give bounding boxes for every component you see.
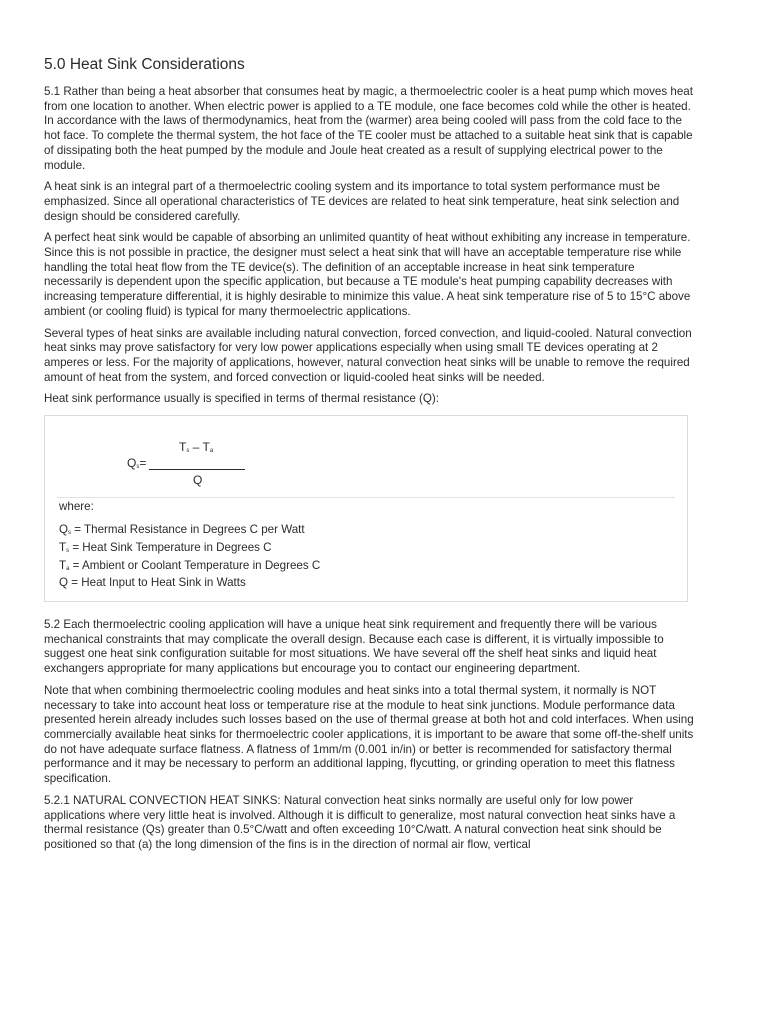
paragraph-5-2-1: 5.2.1 NATURAL CONVECTION HEAT SINKS: Natural convection heat sinks normally are useful only for low power applications where very little heat is involved. Although it is difficult to generalize, most natural convection heat sinks have a thermal resistance (Qs) greater than 0.5°C/watt and often exceeding 10°C/watt. A natural convection heat sink should be positioned so that (a) the long dimension of the fins is in the direction of normal air flow, vertical: [44, 793, 676, 851]
formula-definitions: [59, 523, 320, 591]
paragraph-5-1: 5.1 Rather than being a heat absorber that consumes heat by magic, a thermoelectric cooler is a heat pump which moves heat from one location to another. When electric power is applied to a TE module, one face becomes cold while the other is heated. In accordance with the laws of thermodynamics, heat from the (warmer) area being cooled will pass from the cold face to the hot face. To complete the thermal system, the hot face of the TE cooler must be attached to a suitable heat sink that is capable of dissipating both the heat pumped by the module and Joule heat created as a result of supplying electrical power to the module.: [44, 85, 693, 172]
definition-heat-input: Q = Heat Input to Heat Sink in Watts: [59, 576, 246, 590]
definition-thermal-resistance: $Q_s$ = Thermal Resistance in Degrees C per Watt: [59, 523, 305, 537]
fraction-bar: [149, 469, 245, 470]
definition-ambient-temp: $T_a$ = Ambient or Coolant Temperature in Degrees C: [59, 558, 321, 572]
paragraph-heat-sink-types: Several types of heat sinks are available including natural convection, forced convection, and liquid-cooled. Natural convection heat sinks may prove satisfactory for very low power applications especially when using small TE devices operating at 2 amperes or less. For the majority of applications, however, natural convection heat sinks will be unable to remove the required amount of heat from the system, and forced convection or liquid-cooled heat sinks will be needed.: [44, 326, 692, 384]
paragraph-heat-sink-importance: A heat sink is an integral part of a thermoelectric cooling system and its importance to total system performance must be emphasized. Since all operational characteristics of TE devices are related to heat sink temperature, heat sink selection and design should be considered carefully.: [44, 180, 680, 223]
formula-denominator: Q: [193, 473, 203, 488]
formula-numerator: $T_s - T_a$: [179, 440, 214, 455]
formula-box: [44, 415, 688, 602]
document: [44, 56, 694, 860]
where-label: where:: [59, 500, 94, 514]
definition-heat-sink-temp: $T_s$ = Heat Sink Temperature in Degrees C: [59, 540, 272, 554]
paragraph-perfect-heat-sink: A perfect heat sink would be capable of absorbing an unlimited quantity of heat without exhibiting any increase in temperature. Since this is not possible in practice, the designer must select a heat sink that will have an acceptable temperature rise while handling the total heat flow from the TE device(s). The definition of an acceptable increase in heat sink temperature necessarily is dependent upon the specific application, but because a TE module's heat pumping capability decreases with increasing temperature differential, it is highly desirable to minimize this value. A heat sink temperature rise of 5 to 15°C above ambient (or cooling fluid) is typical for many thermoelectric applications.: [44, 231, 691, 318]
formula-divider: [57, 497, 675, 498]
section-heading: 5.0 Heat Sink Considerations: [44, 56, 245, 73]
paragraph-5-2: 5.2 Each thermoelectric cooling application will have a unique heat sink requirement and frequently there will be various mechanical constraints that may complicate the overall design. Because each case is different, it is virtually impossible to suggest one heat sink configuration suitable for most situations. We have several off the shelf heat sinks and liquid heat exchangers appropriate for many applications but encourage you to contact our engineering department.: [44, 618, 664, 676]
formula-lhs: $Q_s=$: [127, 456, 147, 471]
paragraph-note-junctions: Note that when combining thermoelectric cooling modules and heat sinks into a total thermal system, it normally is NOT necessary to take into account heat loss or temperature rise at the module to heat sink junctions. Module performance data presented herein already includes such losses based on the use of thermal grease at both hot and cold interfaces. When using commercially available heat sinks for thermoelectric cooler applications, it is important to be aware that some off-the-shelf units do not have adequate surface flatness. A flatness of 1mm/m (0.001 in/in) or better is recommended for satisfactory thermal performance and it may be necessary to perform an additional lapping, flycutting, or grinding operation to meet this flatness specification.: [44, 683, 694, 786]
paragraph-thermal-resistance-intro: Heat sink performance usually is specified in terms of thermal resistance (Q):: [44, 392, 439, 406]
